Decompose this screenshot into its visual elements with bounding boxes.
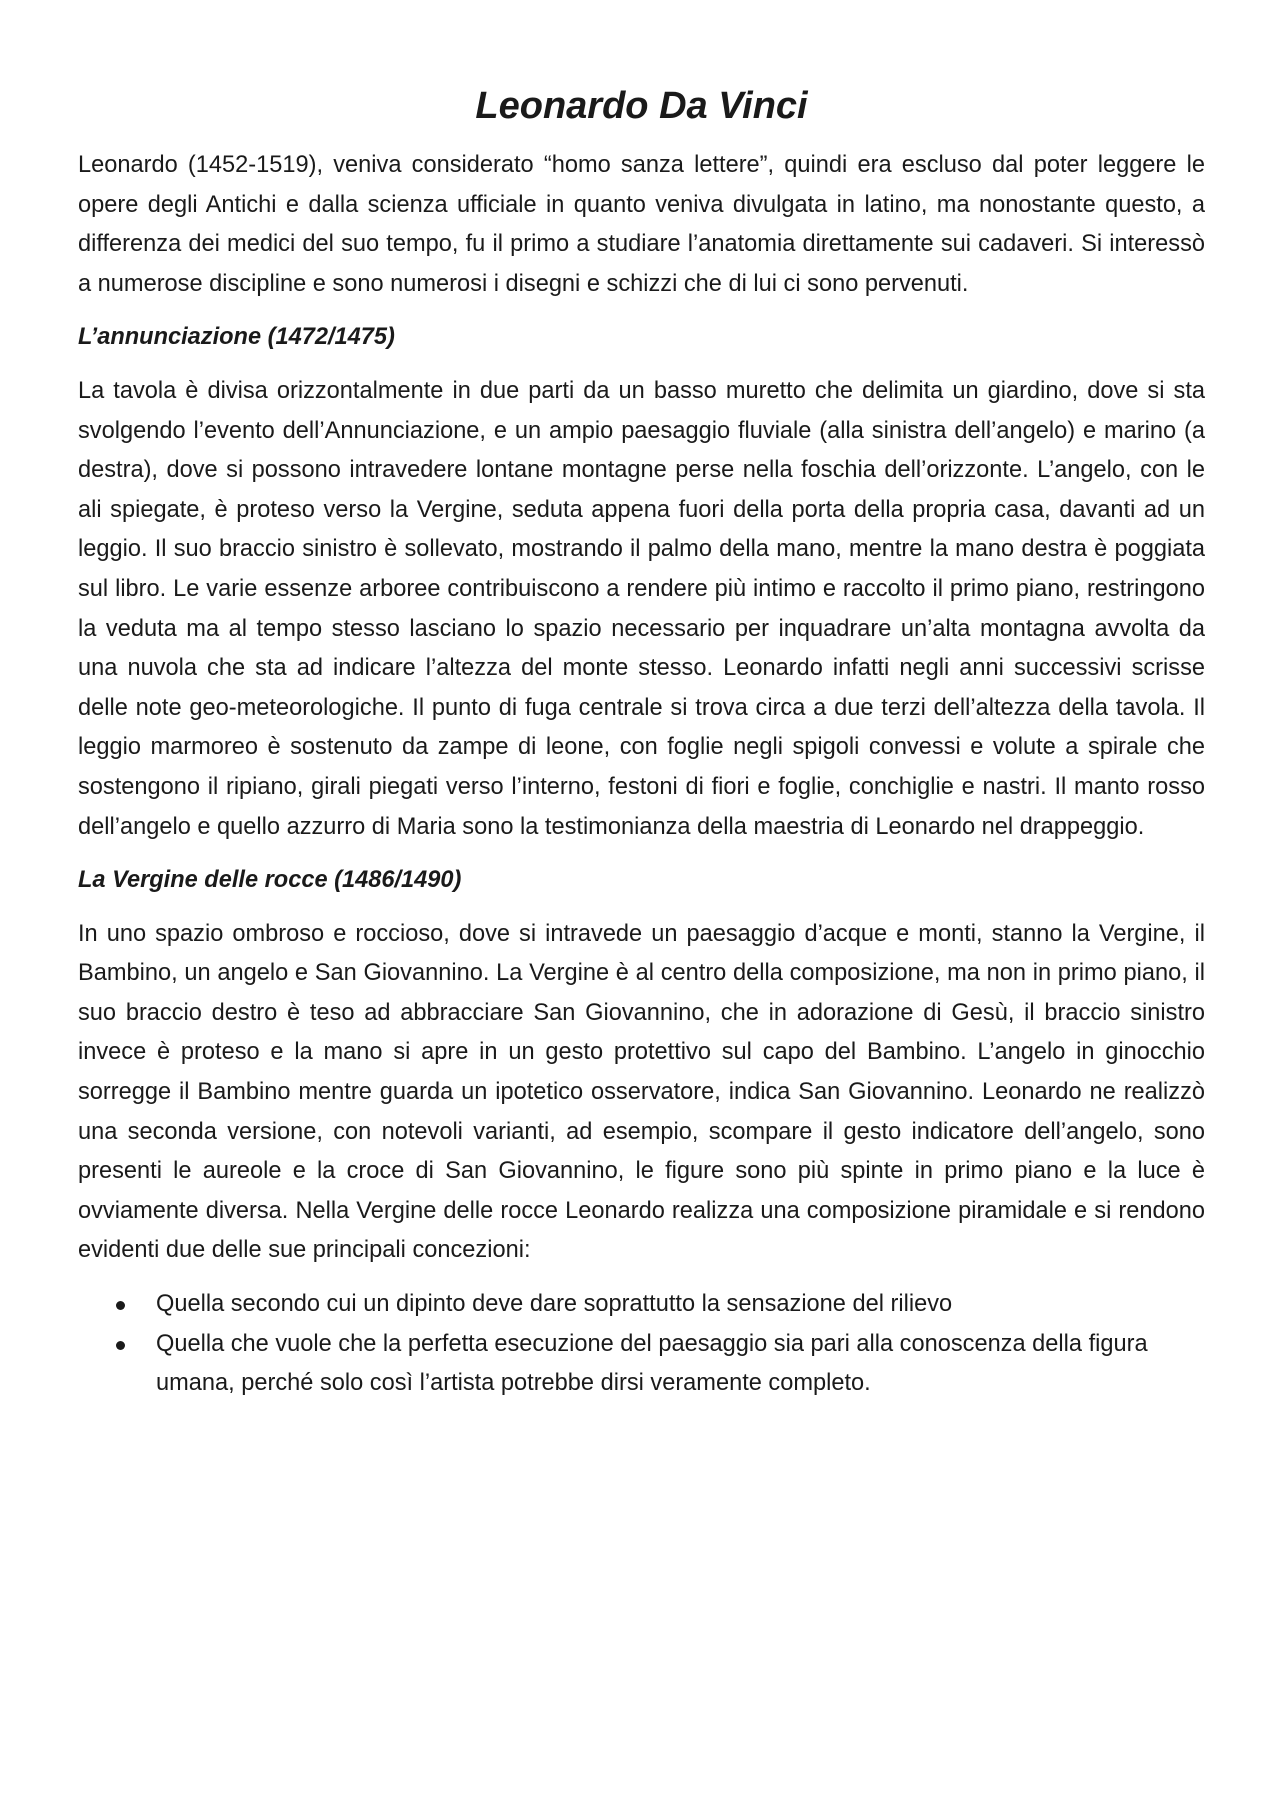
list-item-text: Quella secondo cui un dipinto deve dare soprattutto la sensazione del rilievo (156, 1291, 953, 1318)
section-heading: La Vergine delle rocce (1486/1490) (78, 867, 462, 894)
document-title: Leonardo Da Vinci (475, 85, 808, 127)
section-body: In uno spazio ombroso e roccioso, dove si intravede un paesaggio d’acque e monti, stanno la Vergine, il Bambino, un angelo e San Giovannino. La Vergine è al centro della composizione, ma non in primo piano, il suo braccio destro è teso ad abbracciare San Giovannino, che in adorazione di Gesù, il braccio sinistro invece è proteso e la mano si apre in un gesto protettivo sul capo del Bambino. L’angelo in ginocchio sorregge il Bambino mentre guarda un ipotetico osservatore, indica San Giovannino. Leonardo ne realizzò una seconda versione, con notevoli varianti, ad esempio, scompare il gesto indicatore dell’angelo, sono presenti le aureole e la croce di San Giovannino, le figure sono più spinte in primo piano e la luce è ovviamente diversa. Nella Vergine delle rocce Leonardo realizza una composizione piramidale e si rendono evidenti due delle sue principali concezioni: (78, 920, 1205, 1264)
section-vergine-delle-rocce (78, 861, 1205, 1404)
section-heading: L’annunciazione (1472/1475) (78, 324, 395, 351)
document-page (78, 78, 1205, 1404)
section-body: La tavola è divisa orizzontalmente in due parti da un basso muretto che delimita un giardino, dove si sta svolgendo l’evento dell’Annunciazione, e un ampio paesaggio fluviale (alla sinistra dell’angelo) e marino (a destra), dove si possono intravedere lontane montagne perse nella foschia dell’orizzonte. L’angelo, con le ali spiegate, è proteso verso la Vergine, seduta appena fuori della porta della propria casa, davanti ad un leggio. Il suo braccio sinistro è sollevato, mostrando il palmo della mano, mentre la mano destra è poggiata sul libro. Le varie essenze arboree contribuiscono a rendere più intimo e raccolto il primo piano, restringono la veduta ma al tempo stesso lasciano lo spazio necessario per inquadrare un’alta montagna avvolta da una nuvola che sta ad indicare l’altezza del monte stesso. Leonardo infatti negli anni successivi scrisse delle note geo-meteorologiche. Il punto di fuga centrale si trova circa a due terzi dell’altezza della tavola. Il leggio marmoreo è sostenuto da zampe di leone, con foglie negli spigoli convessi e volute a spirale che sostengono il ripiano, girali piegati verso l’interno, festoni di fiori e foglie, conchiglie e nastri. Il manto rosso dell’angelo e quello azzurro di Maria sono la testimonianza della maestria di Leonardo nel drappeggio. (78, 377, 1205, 840)
bullet-list (78, 1285, 1205, 1404)
intro-paragraph: Leonardo (1452-1519), veniva considerato “homo sanza lettere”, quindi era escluso dal poter leggere le opere degli Antichi e dalla scienza ufficiale in quanto veniva divulgata in latino, ma nonostante questo, a differenza dei medici del suo tempo, fu il primo a studiare l’anatomia direttamente sui cadaveri. Si interessò a numerose discipline e sono numerosi i disegni e schizzi che di lui ci sono pervenuti. (78, 152, 1205, 297)
bullet-dot-icon (116, 1301, 125, 1310)
list-item (78, 1325, 1205, 1404)
list-item (78, 1285, 1205, 1325)
list-item-text: Quella che vuole che la perfetta esecuzione del paesaggio sia pari alla conoscenza della figura umana, perché solo così l’artista potrebbe dirsi veramente completo. (156, 1330, 1148, 1397)
section-annunciazione (78, 318, 1205, 847)
bullet-dot-icon (116, 1341, 125, 1350)
